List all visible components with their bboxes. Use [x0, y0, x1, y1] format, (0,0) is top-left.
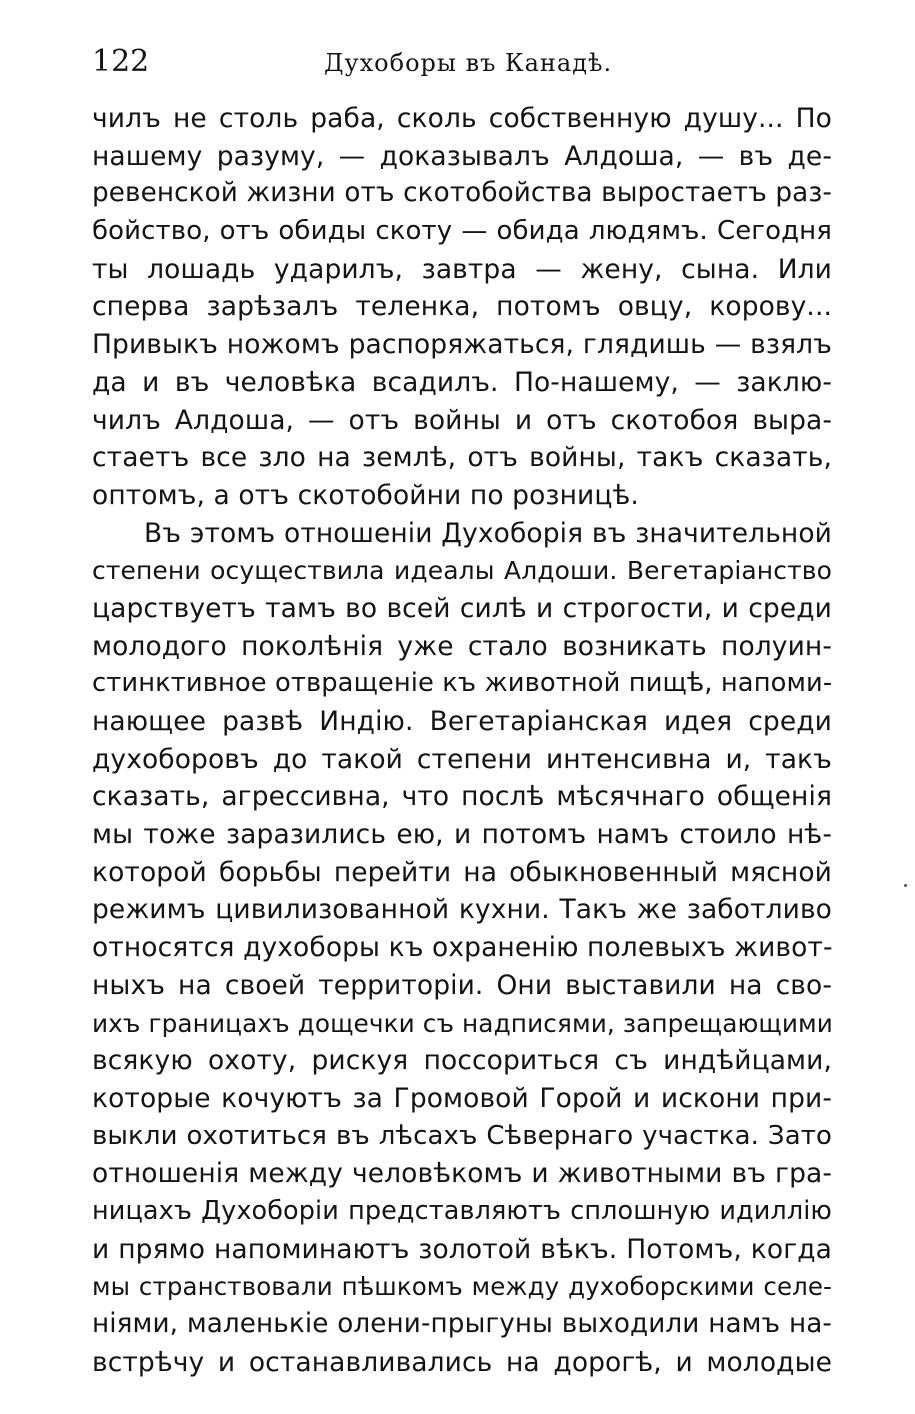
text-line: которые кочуютъ за Громовой Горой и искони при- [92, 1082, 832, 1114]
text-line: нiями, маленькiе олени-прыгуны выходили намъ на- [92, 1309, 832, 1339]
page-number: 122 [92, 44, 150, 79]
text-line: ницахъ Духоборiи представляютъ сплошную идиллiю [92, 1195, 832, 1226]
text-line: сперва зарѣзалъ теленка, потомъ овцу, корову... [92, 291, 832, 323]
paragraph-2 [92, 515, 832, 1382]
text-line: степени осуществила идеалы Алдоши. Вегетарiанство [92, 556, 832, 586]
text-line: Привыкъ ножомъ распоряжаться, глядишь — взялъ [92, 329, 832, 361]
page-header [92, 40, 832, 84]
text-line: режимъ цивилизованной кухни. Такъ же заботливо [92, 894, 832, 926]
text-line: бойство, отъ обиды скоту — обида людямъ. Сегодня [92, 216, 832, 247]
text-line: чилъ не столь раба, сколь собственную душу... По [92, 103, 832, 134]
text-line: молодого поколѣнiя уже стало возникать полуин- [92, 630, 832, 662]
text-line: духоборовъ до такой степени интенсивна и, такъ [92, 743, 832, 775]
text-line: всякую охоту, рискуя поссориться съ индѣйцами, [92, 1045, 832, 1077]
text-line: чилъ Алдоша, — отъ войны и отъ скотобоя выра- [92, 404, 832, 436]
text-line: стинктивное отвращенiе къ животной пищѣ, напоми- [92, 668, 833, 699]
text-line: царствуетъ тамъ во всей силѣ и строгости, и среди [92, 592, 832, 624]
text-line: да и въ человѣка всадилъ. По-нашему, — заклю- [92, 366, 832, 398]
body-text [92, 100, 832, 1381]
text-line: нающее развѣ Индiю. Вегетарiанская идея среди [92, 706, 832, 737]
text-line: сказать, агрессивна, что послѣ мѣсячнаго общенiя [92, 781, 832, 813]
text-line: встрѣчу и останавливались на дорогѣ, и молодые [92, 1346, 832, 1378]
text-line: ихъ границахъ дощечки съ надписями, запрещающими [92, 1008, 833, 1038]
text-line: относятся духоборы къ охраненiю полевыхъ живот- [92, 932, 833, 964]
text-line: которой борьбы перейти на обыкновенный мясной [92, 856, 832, 888]
text-line: нашему разуму, — доказывалъ Алдоша, — въ де- [92, 140, 832, 172]
text-line: Въ этомъ отношенiи Духоборiя въ значительной [144, 517, 832, 549]
text-line: и прямо напоминаютъ золотой вѣкъ. Потомъ, когда [92, 1233, 832, 1265]
text-line: ревенской жизни отъ скотобойства выростаетъ раз- [92, 178, 832, 209]
text-line: оптомъ, а отъ скотобойни по розницѣ. [92, 479, 639, 511]
text-line: мы странствовали пѣшкомъ между духоборскими селе- [92, 1272, 832, 1302]
text-line: мы тоже заразились ею, и потомъ намъ стоило нѣ- [92, 819, 832, 851]
text-line: отношенiя между человѣкомъ и животными въ гра- [92, 1158, 832, 1190]
text-line: ныхъ на своей территорiи. Они выставили на сво- [92, 969, 832, 1001]
text-line: выкли охотиться въ лѣсахъ Сѣвернаго участка. Зато [92, 1120, 832, 1151]
text-line: стаетъ все зло на землѣ, отъ войны, такъ сказать, [92, 442, 832, 474]
running-title: Духоборы въ Канадѣ. [324, 49, 613, 77]
ink-speck [904, 884, 907, 887]
paragraph-1 [92, 100, 832, 515]
text-line: ты лошадь ударилъ, завтра — жену, сына. Или [92, 253, 832, 285]
